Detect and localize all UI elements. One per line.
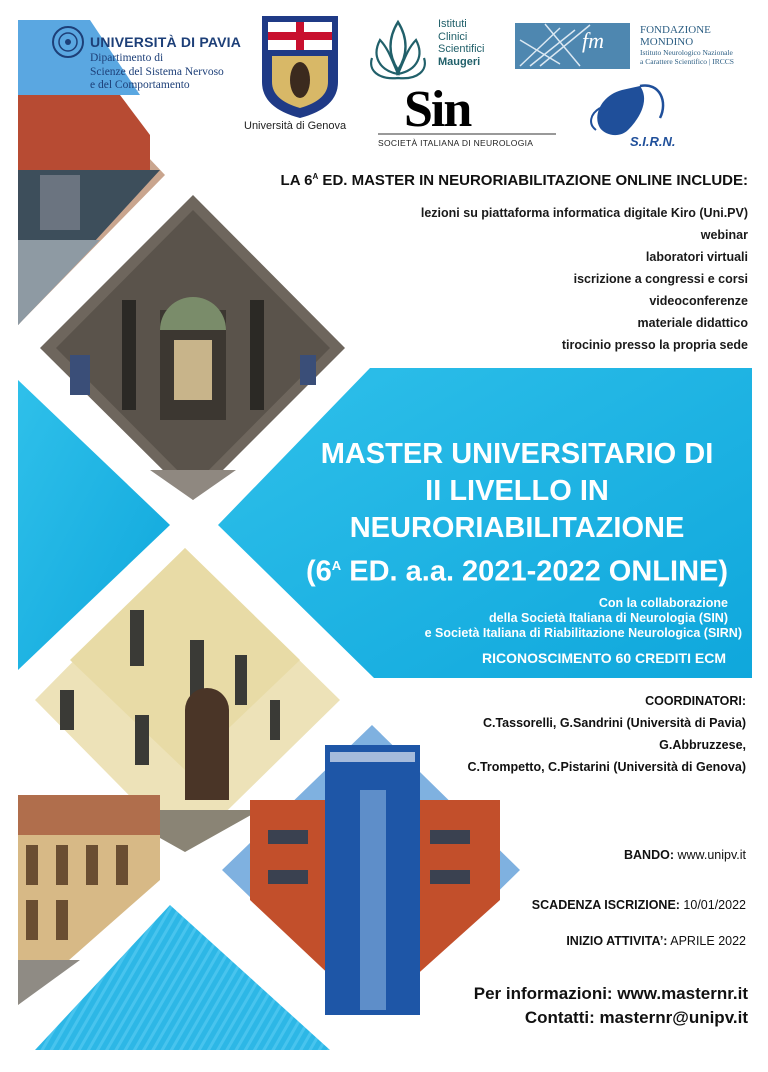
sirn-logo-icon <box>591 85 663 135</box>
include-heading <box>281 172 748 189</box>
unipv-dept-line: e del Comportamento <box>90 79 190 91</box>
coordinators-line: C.Tassorelli, G.Sandrini (Università di Pavia) <box>482 716 746 730</box>
mondino-sub-line: a Carattere Scientifico | IRCCS <box>640 57 734 66</box>
master-title-post: ED. a.a. 2021-2022 ONLINE) <box>341 555 729 588</box>
ecm-credits: RICONOSCIMENTO 60 CREDITI ECM <box>482 650 726 666</box>
sin-logo-text: Sin <box>404 81 471 138</box>
coordinators-line: C.Trompetto, C.Pistarini (Università di Genova) <box>467 760 746 774</box>
mondino-name-line: MONDINO <box>640 36 694 48</box>
include-item: tirocinio presso la propria sede <box>561 338 748 352</box>
maugeri-line: Istituti <box>438 18 467 30</box>
include-item: webinar <box>700 228 748 242</box>
mondino-logo-icon <box>515 23 630 69</box>
include-heading-post: ED. MASTER IN NEURORIABILITAZIONE ONLINE INCLUDE: <box>318 172 748 189</box>
maugeri-logo-icon <box>371 22 425 78</box>
include-heading-pre: LA 6 <box>280 172 313 189</box>
include-item: iscrizione a congressi e corsi <box>573 272 748 286</box>
email-link[interactable]: Contatti: masternr@unipv.it <box>524 1008 748 1027</box>
unige-caption: Università di Genova <box>244 120 347 132</box>
master-title-line: NEURORIABILITAZIONE <box>349 512 685 544</box>
bando-value: www.unipv.it <box>673 848 746 862</box>
master-title <box>228 436 768 591</box>
unige-shield-icon <box>262 16 338 118</box>
coordinators-heading: COORDINATORI: <box>645 694 746 708</box>
maugeri-line: Scientifici <box>438 43 485 55</box>
contacts <box>474 982 748 1030</box>
mondino-subtitle <box>640 48 734 66</box>
scadenza-label: SCADENZA ISCRIZIONE: <box>531 898 680 912</box>
include-heading-sup: A <box>312 172 319 181</box>
mondino-name <box>640 24 711 48</box>
bando-label: BANDO: <box>623 848 674 862</box>
include-item: videoconferenze <box>649 294 748 308</box>
maugeri-line: Maugeri <box>438 55 481 68</box>
mondino-mark: fm <box>582 28 604 53</box>
coordinators <box>467 690 746 778</box>
include-item: laboratori virtuali <box>645 250 748 264</box>
master-title-line: MASTER UNIVERSITARIO DI <box>320 438 714 470</box>
master-title-pre: (6 <box>305 555 332 588</box>
maugeri-line: Clinici <box>438 30 468 43</box>
maugeri-logo-text <box>438 18 484 68</box>
collaboration-text <box>425 596 742 641</box>
unipv-dept-line: Scienze del Sistema Nervoso <box>90 65 224 78</box>
master-title-line <box>228 547 768 591</box>
master-title-sup: A <box>331 558 342 573</box>
collaboration-line: Con la collaborazione <box>598 596 728 610</box>
mondino-name-line: FONDAZIONE <box>640 24 711 36</box>
inizio-value: APRILE 2022 <box>667 934 746 948</box>
collaboration-line: e Società Italiana di Riabilitazione Neurologica (SIRN) <box>424 626 742 640</box>
include-list <box>421 202 748 356</box>
inizio-line <box>566 934 746 948</box>
scadenza-value: 10/01/2022 <box>679 898 746 912</box>
sin-subtitle: SOCIETÀ ITALIANA DI NEUROLOGIA <box>378 138 534 148</box>
bando-line <box>624 848 746 862</box>
mondino-sub-line: Istituto Neurologico Nazionale <box>640 48 733 57</box>
include-item: lezioni su piattaforma informatica digitale Kiro (Uni.PV) <box>420 206 748 220</box>
include-item: materiale didattico <box>637 316 748 330</box>
unipv-title: UNIVERSITÀ DI PAVIA <box>90 34 242 50</box>
collaboration-line: della Società Italiana di Neurologia (SIN) <box>489 611 728 625</box>
coordinators-line: G.Abbruzzese, <box>659 738 746 752</box>
sirn-logo-text: S.I.R.N. <box>630 134 676 149</box>
info-link[interactable]: Per informazioni: www.masternr.it <box>473 984 748 1003</box>
unipv-department <box>90 52 224 93</box>
unipv-dept-line: Dipartimento di <box>90 52 164 64</box>
master-title-line: II LIVELLO IN <box>425 475 609 507</box>
inizio-label: INIZIO ATTIVITA’: <box>566 934 668 948</box>
scadenza-line <box>532 898 746 912</box>
